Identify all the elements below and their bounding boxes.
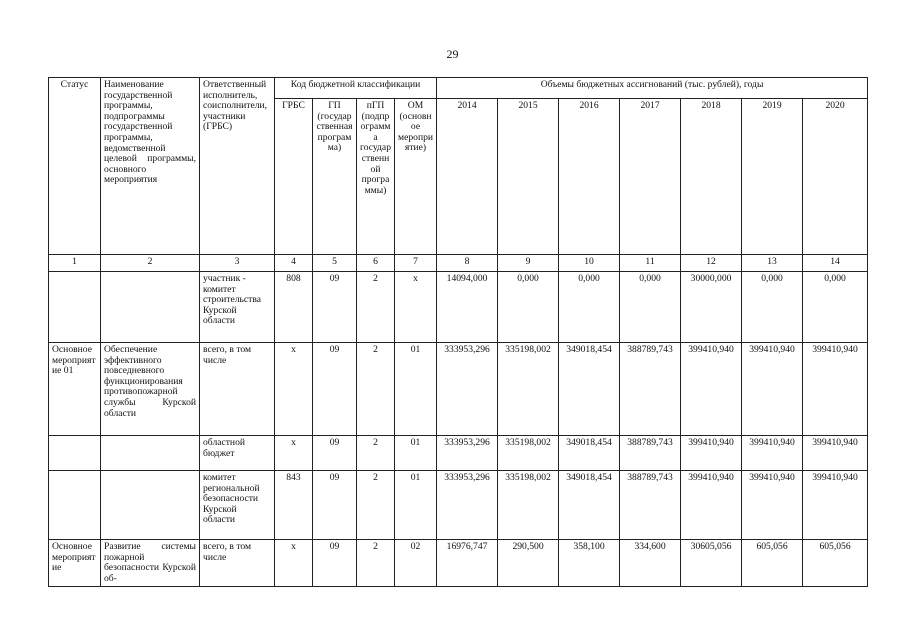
table-row [49,272,868,343]
budget-value-cell: 349018,454 [559,436,620,471]
column-index-cell: 13 [742,255,803,272]
budget-value-cell: 388789,743 [620,343,681,436]
grbs-cell: х [275,436,313,471]
header-year: 2019 [742,99,803,255]
page-number: 29 [446,47,459,61]
pgp-cell: 2 [357,272,395,343]
header-responsible: Ответственный исполнитель, соисполнители, участники (ГРБС) [200,78,275,255]
pgp-cell: 2 [357,436,395,471]
header-year: 2015 [498,99,559,255]
column-index-cell: 3 [200,255,275,272]
column-index-cell: 2 [101,255,200,272]
status-cell [49,272,101,343]
budget-value-cell: 30000,000 [681,272,742,343]
name-cell [101,272,200,343]
budget-value-cell: 349018,454 [559,343,620,436]
responsible-cell: комитет региональной безопасности Курской области [200,471,275,540]
budget-value-cell: 0,000 [559,272,620,343]
pgp-cell: 2 [357,343,395,436]
budget-value-cell: 333953,296 [437,343,498,436]
gp-cell: 09 [313,436,357,471]
status-cell [49,471,101,540]
om-cell: х [395,272,437,343]
budget-value-cell: 358,100 [559,540,620,587]
header-year: 2017 [620,99,681,255]
budget-value-cell: 399410,940 [742,343,803,436]
header-grbs: ГРБС [275,99,313,255]
column-index-cell: 9 [498,255,559,272]
header-om: ОМ (основное мероприятие) [395,99,437,255]
header-year: 2018 [681,99,742,255]
budget-value-cell: 16976,747 [437,540,498,587]
grbs-cell: х [275,343,313,436]
name-cell [101,471,200,540]
column-index-cell: 6 [357,255,395,272]
gp-cell: 09 [313,343,357,436]
header-kbk-group: Код бюджетной классификации [275,78,437,99]
header-year: 2014 [437,99,498,255]
column-index-cell: 4 [275,255,313,272]
table-row [49,540,868,587]
budget-value-cell: 333953,296 [437,471,498,540]
budget-value-cell: 399410,940 [681,471,742,540]
om-cell: 01 [395,471,437,540]
header-name: Наименование государственной программы, подпрограммы государственной программы, ведомственной целевой программы, основного мероприятия [101,78,200,255]
column-index-cell: 8 [437,255,498,272]
budget-value-cell: 335198,002 [498,471,559,540]
status-cell: Основное мероприятие 01 [49,343,101,436]
budget-value-cell: 290,500 [498,540,559,587]
budget-value-cell: 388789,743 [620,436,681,471]
om-cell: 01 [395,343,437,436]
grbs-cell: 808 [275,272,313,343]
gp-cell: 09 [313,272,357,343]
pgp-cell: 2 [357,471,395,540]
gp-cell: 09 [313,471,357,540]
budget-value-cell: 399410,940 [803,471,868,540]
budget-value-cell: 399410,940 [681,343,742,436]
budget-value-cell: 30605,056 [681,540,742,587]
budget-value-cell: 399410,940 [681,436,742,471]
table-row [49,343,868,436]
budget-value-cell: 14094,000 [437,272,498,343]
header-year: 2016 [559,99,620,255]
header-gp: ГП (государственная программа) [313,99,357,255]
budget-value-cell: 399410,940 [803,436,868,471]
budget-value-cell: 399410,940 [803,343,868,436]
budget-value-cell: 349018,454 [559,471,620,540]
budget-value-cell: 335198,002 [498,436,559,471]
responsible-cell: всего, в том числе [200,343,275,436]
budget-value-cell: 605,056 [742,540,803,587]
status-cell [49,436,101,471]
column-index-cell: 12 [681,255,742,272]
budget-value-cell: 333953,296 [437,436,498,471]
header-status: Статус [49,78,101,255]
budget-allocation-table [48,77,868,587]
column-index-cell: 5 [313,255,357,272]
header-budget-group: Объемы бюджетных ассигнований (тыс. рублей), годы [437,78,868,99]
table-row [49,436,868,471]
table-row [49,471,868,540]
header-pgp: пГП (подпрограмма государственной программы) [357,99,395,255]
om-cell: 02 [395,540,437,587]
responsible-cell: участник - комитет строительства Курской области [200,272,275,343]
grbs-cell: 843 [275,471,313,540]
budget-value-cell: 0,000 [803,272,868,343]
column-index-cell: 7 [395,255,437,272]
status-cell: Основное мероприятие [49,540,101,587]
column-index-cell: 14 [803,255,868,272]
responsible-cell: областной бюджет [200,436,275,471]
budget-value-cell: 605,056 [803,540,868,587]
budget-value-cell: 399410,940 [742,436,803,471]
budget-value-cell: 0,000 [498,272,559,343]
budget-value-cell: 388789,743 [620,471,681,540]
budget-value-cell: 0,000 [620,272,681,343]
budget-value-cell: 0,000 [742,272,803,343]
budget-value-cell: 335198,002 [498,343,559,436]
name-cell [101,436,200,471]
pgp-cell: 2 [357,540,395,587]
budget-value-cell: 399410,940 [742,471,803,540]
gp-cell: 09 [313,540,357,587]
responsible-cell: всего, в том числе [200,540,275,587]
name-cell: Развитие системы пожарной безопасности Курской об- [101,540,200,587]
om-cell: 01 [395,436,437,471]
column-index-cell: 1 [49,255,101,272]
column-index-cell: 11 [620,255,681,272]
grbs-cell: х [275,540,313,587]
column-index-cell: 10 [559,255,620,272]
name-cell: Обеспечение эффективного повседневного функционирования противопожарной службы Курской области [101,343,200,436]
budget-value-cell: 334,600 [620,540,681,587]
header-year: 2020 [803,99,868,255]
